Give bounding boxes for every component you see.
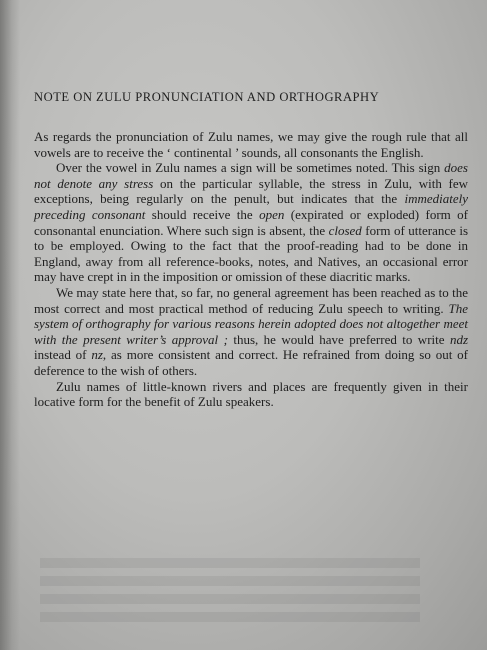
paragraph-text: on the particular syllable, the stress in Zulu, with few exceptions, being regularly on the penult, but indicates that the [34,175,469,207]
paragraph-text: Zulu names of little-known rivers and places are frequently given in their locative form for the benefit of Zulu speakers. [34,378,468,410]
page-gutter-shadow [0,0,20,650]
italic-phrase: does not denote any stress [34,160,468,191]
italic-phrase: nz [91,347,103,363]
paragraph-text: We may state here that, so far, no general agreement has been reached as to the most correct and most practical method of reducing Zulu speech to writing. [34,284,468,316]
paragraph-text: instead of [34,347,92,363]
italic-phrase: closed [328,222,362,238]
paragraph-text: , as more consistent and correct. He refrained from doing so out of deference to the wish of others. [34,347,468,378]
paragraph-text: form of utterance is to be employed. Owing to the fact that the proof-reading had to be done in England, away from all reference-books, notes, and Natives, an occasional error may have crept in in the imposition or omission of these diacritic marks. [34,222,469,285]
italic-phrase: open [259,206,285,222]
paragraph-diacritic-sign [34,160,468,285]
paragraph-text: thus, he would have preferred to write [227,331,450,347]
paragraph-pronunciation [34,129,468,160]
paragraph-text: Over the vowel in Zulu names a sign will be sometimes noted. This sign [56,160,445,176]
paragraph-text: As regards the pronunciation of Zulu names, we may give the rough rule that all vowels are to receive the ‘ continental ’ sounds, all consonants the English. [34,129,468,160]
paragraph-text: (expirated or exploded) form of consonantal enunciation. Where such sign is absent, the [34,206,468,238]
italic-phrase: ndz [449,331,468,347]
paragraph-locative-names [34,379,468,410]
page-heading: NOTE ON ZULU PRONUNCIATION AND ORTHOGRAPHY [34,90,380,104]
italic-phrase: The system of orthography for various reasons herein adopted does not altogether meet with the present writer’s approval ; [34,300,468,347]
paragraph-orthography [34,285,468,379]
show-through-text [40,520,420,630]
italic-phrase: immediately preceding consonant [34,191,468,222]
paragraph-text: should receive the [145,206,260,222]
page-text [34,90,468,410]
